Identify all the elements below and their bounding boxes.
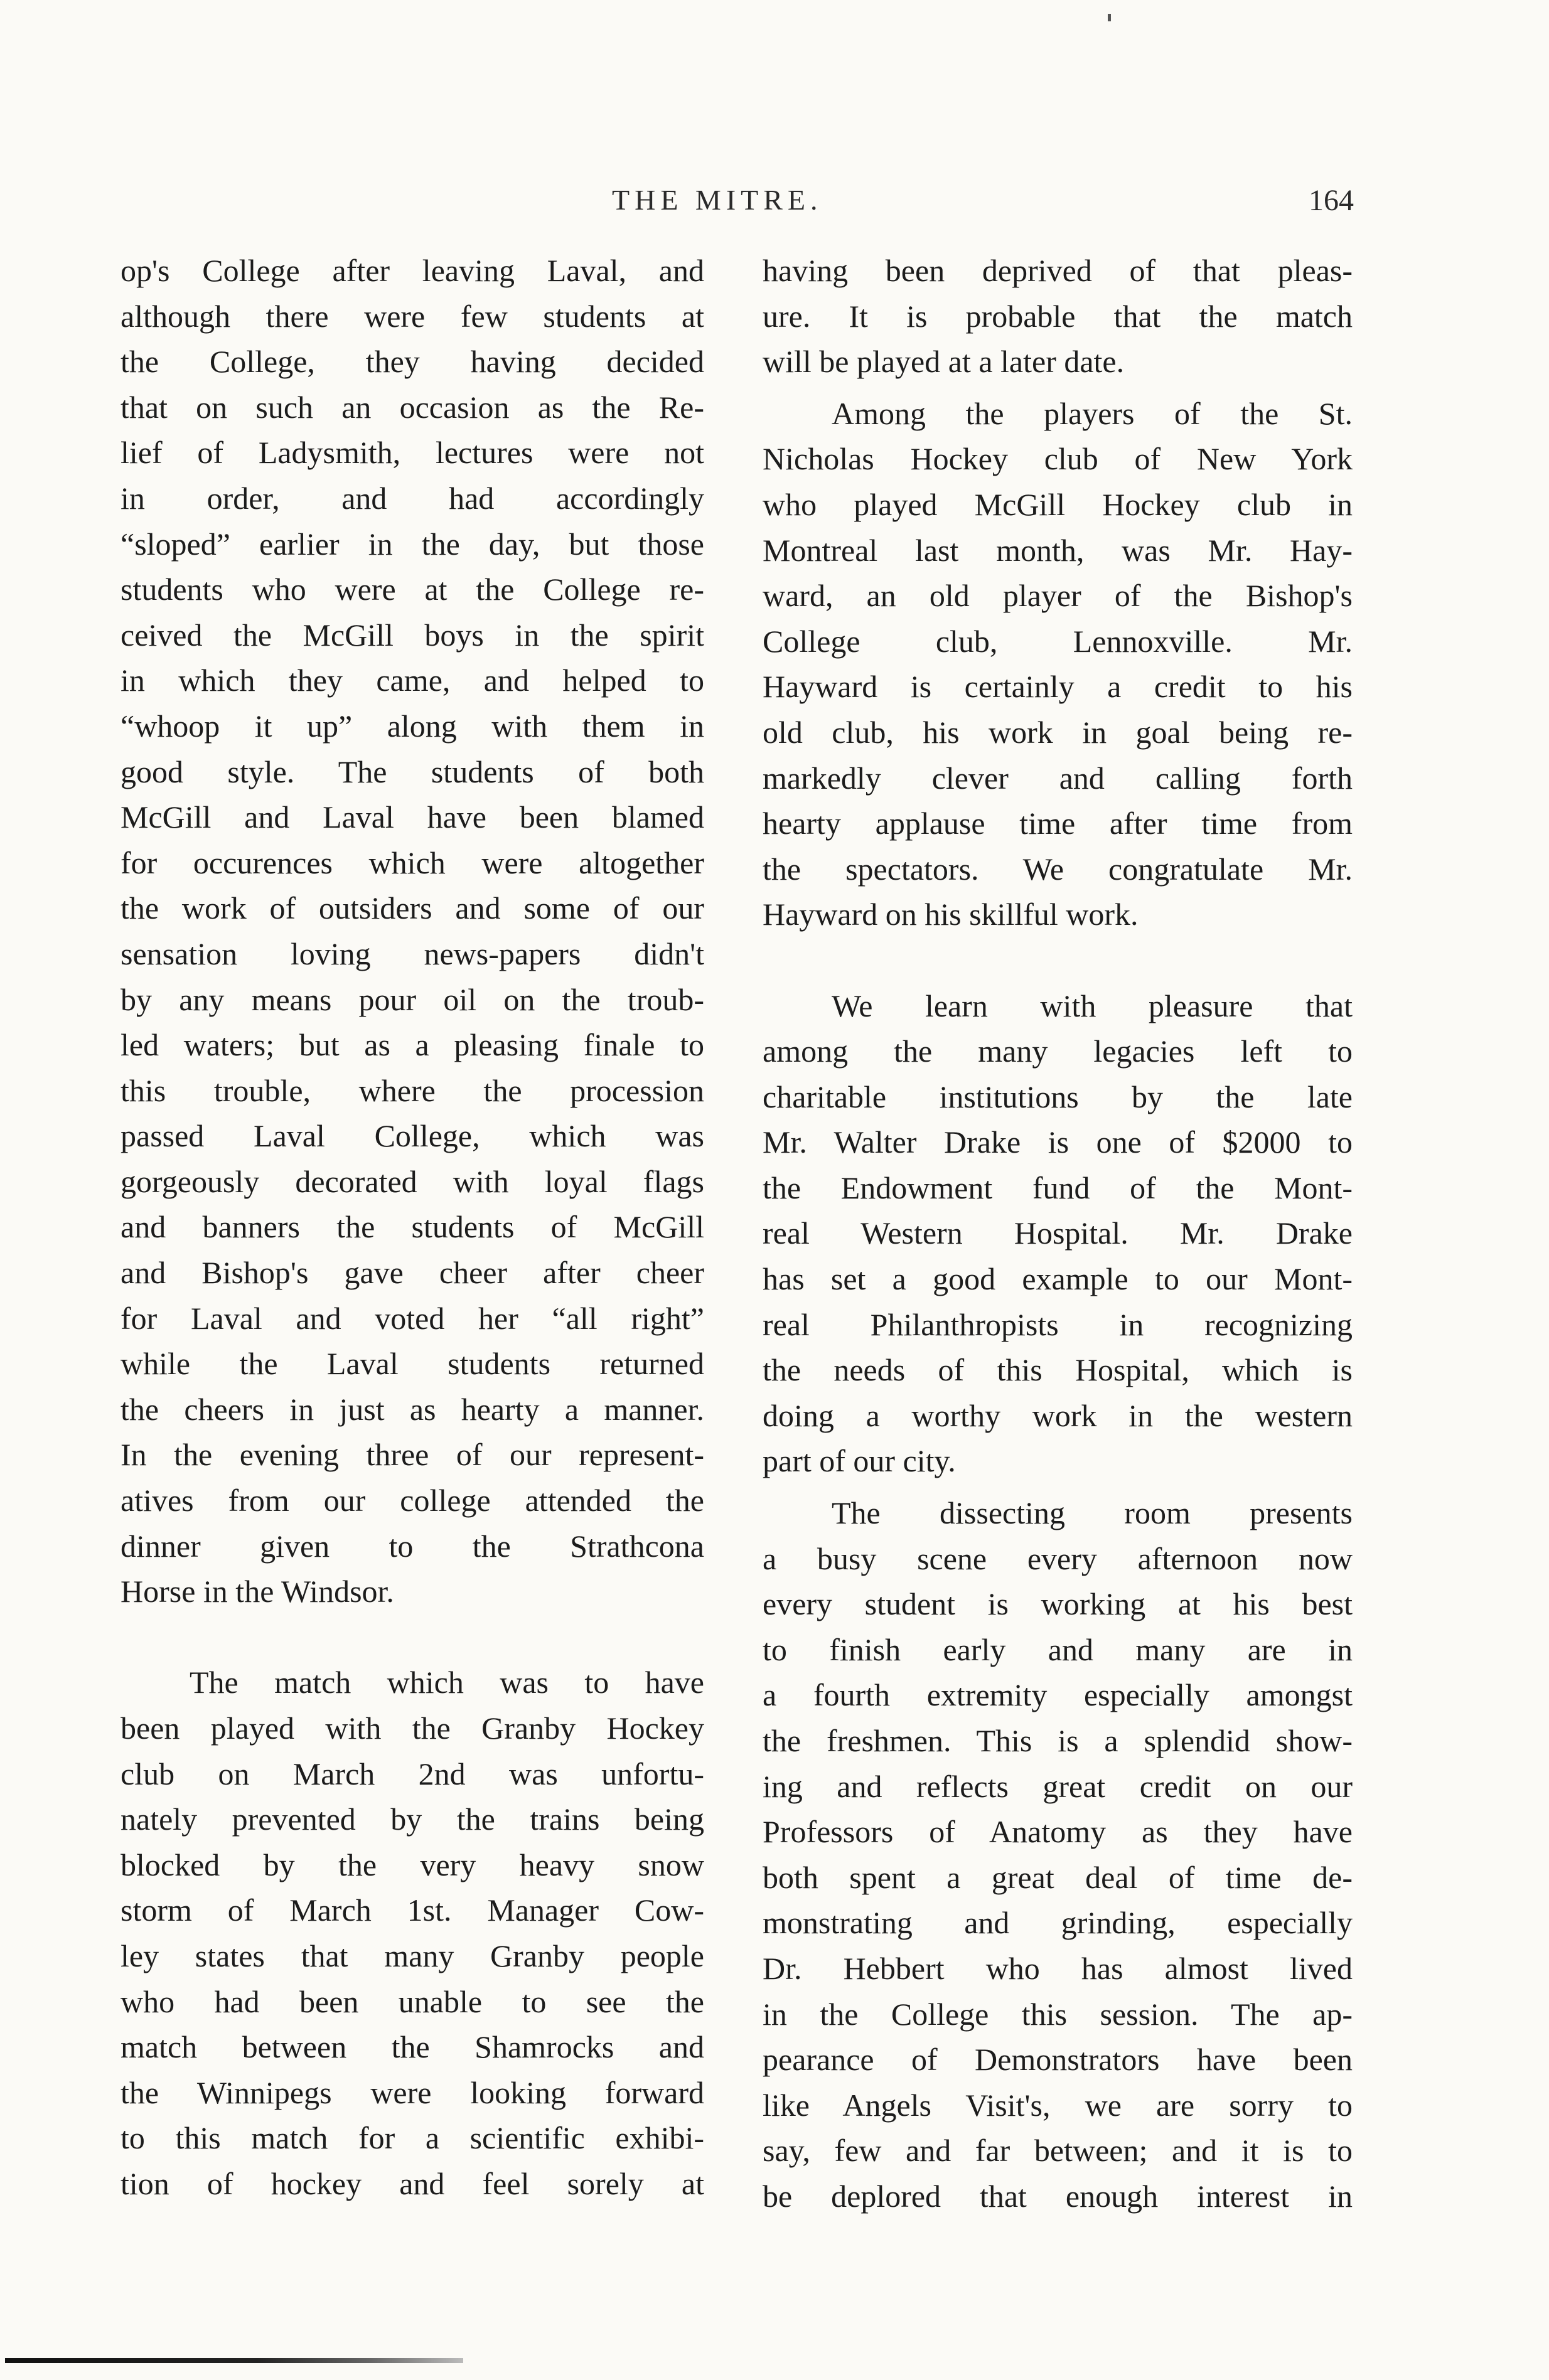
- left-column: [121, 248, 704, 2207]
- text-line: to finish early and many are in: [763, 1631, 1353, 1667]
- text-line: Nicholas Hockey club of New York: [763, 441, 1353, 477]
- text-line: “whoop it up” along with them in: [121, 708, 704, 744]
- text-line: the College, they having decided: [121, 344, 704, 380]
- text-line: part of our city.: [763, 1443, 956, 1479]
- text-line: good style. The students of both: [121, 754, 704, 789]
- text-line: every student is working at his best: [763, 1586, 1353, 1622]
- text-line: monstrating and grinding, especially: [763, 1905, 1353, 1941]
- text-line: gorgeously decorated with loyal flags: [121, 1163, 704, 1199]
- text-line: We learn with pleasure that: [832, 988, 1353, 1023]
- text-line: real Philanthropists in recognizing: [763, 1306, 1353, 1342]
- text-line: The match which was to have: [190, 1665, 704, 1700]
- running-title: THE MITRE.: [612, 184, 823, 216]
- text-line: in order, and had accordingly: [121, 480, 704, 516]
- text-line: old club, his work in goal being re-: [763, 714, 1353, 750]
- text-line: In the evening three of our represent-: [121, 1437, 704, 1473]
- text-line: that on such an occasion as the Re-: [121, 389, 704, 425]
- text-line: a fourth extremity especially amongst: [763, 1677, 1353, 1713]
- text-line: although there were few students at: [121, 298, 704, 334]
- text-line: ley states that many Granby people: [121, 1938, 704, 1973]
- text-line: the Winnipegs were looking forward: [121, 2074, 704, 2110]
- text-line: nately prevented by the trains being: [121, 1801, 704, 1837]
- text-line: Montreal last month, was Mr. Hay-: [763, 532, 1353, 568]
- text-line: tion of hockey and feel sorely at: [121, 2165, 704, 2201]
- paragraph-gap: [763, 385, 1353, 391]
- text-line: Among the players of the St.: [832, 395, 1353, 431]
- text-line: club on March 2nd was unfortu-: [121, 1756, 704, 1791]
- text-line: the spectators. We congratulate Mr.: [763, 851, 1353, 887]
- text-line: students who were at the College re-: [121, 572, 704, 607]
- text-line: the Endowment fund of the Mont-: [763, 1170, 1353, 1205]
- text-line: be deplored that enough interest in: [763, 2178, 1353, 2214]
- text-line: will be played at a later date.: [763, 344, 1125, 380]
- text-line: McGill and Laval have been blamed: [121, 799, 704, 835]
- text-line: both spent a great deal of time de-: [763, 1859, 1353, 1895]
- paragraph-gap: [121, 1614, 704, 1660]
- text-line: the freshmen. This is a splendid show-: [763, 1723, 1353, 1758]
- text-line: blocked by the very heavy snow: [121, 1847, 704, 1882]
- text-line: in the College this session. The ap-: [763, 1996, 1353, 2032]
- text-line: and Bishop's gave cheer after cheer: [121, 1255, 704, 1291]
- page-number: 164: [1309, 184, 1354, 217]
- text-line: led waters; but as a pleasing finale to: [121, 1027, 704, 1063]
- text-line: dinner given to the Strathcona: [121, 1528, 704, 1564]
- paragraph-dissecting-room: [763, 1490, 1353, 2219]
- text-line: sensation loving news-papers didn't: [121, 936, 704, 971]
- text-line: like Angels Visit's, we are sorry to: [763, 2087, 1353, 2123]
- text-line: in which they came, and helped to: [121, 663, 704, 698]
- paragraph-st-nicholas-hockey: [763, 391, 1353, 937]
- text-line: to this match for a scientific exhibi-: [121, 2120, 704, 2156]
- text-line: Hayward on his skillful work.: [763, 897, 1139, 932]
- text-line: the cheers in just as hearty a manner.: [121, 1391, 704, 1427]
- text-line: the needs of this Hospital, which is: [763, 1352, 1353, 1388]
- text-line: while the Laval students returned: [121, 1346, 704, 1382]
- paragraph-drake-legacy: [763, 983, 1353, 1485]
- text-line: charitable institutions by the late: [763, 1079, 1353, 1114]
- text-line: hearty applause time after time from: [763, 806, 1353, 841]
- text-line: storm of March 1st. Manager Cow-: [121, 1892, 704, 1928]
- running-header: [0, 183, 1549, 221]
- text-line: ward, an old player of the Bishop's: [763, 578, 1353, 614]
- text-line: pearance of Demonstrators have been: [763, 2042, 1353, 2078]
- text-line: ceived the McGill boys in the spirit: [121, 617, 704, 653]
- text-line: lief of Ladysmith, lectures were not: [121, 435, 704, 471]
- text-line: passed Laval College, which was: [121, 1118, 704, 1154]
- paragraph-gap: [763, 937, 1353, 983]
- text-line: College club, Lennoxville. Mr.: [763, 623, 1353, 659]
- paragraph-ladysmith-celebration: [121, 248, 704, 1614]
- text-line: ure. It is probable that the match: [763, 298, 1353, 334]
- text-line: having been deprived of that pleas-: [763, 253, 1353, 288]
- text-line: The dissecting room presents: [832, 1495, 1353, 1531]
- paragraph-granby-continued: [763, 248, 1353, 385]
- text-line: Dr. Hebbert who has almost lived: [763, 1950, 1353, 1986]
- text-line: for Laval and voted her “all right”: [121, 1300, 704, 1336]
- text-line: and banners the students of McGill: [121, 1209, 704, 1245]
- text-line: the work of outsiders and some of our: [121, 890, 704, 926]
- text-line: Horse in the Windsor.: [121, 1574, 394, 1609]
- text-line: op's College after leaving Laval, and: [121, 253, 704, 288]
- text-line: Mr. Walter Drake is one of $2000 to: [763, 1124, 1353, 1160]
- text-line: “sloped” earlier in the day, but those: [121, 526, 704, 562]
- text-line: a busy scene every afternoon now: [763, 1540, 1353, 1576]
- bottom-rule-line: [5, 2358, 463, 2363]
- text-line: been played with the Granby Hockey: [121, 1710, 704, 1746]
- right-column: [763, 248, 1353, 2219]
- paragraph-granby-match: [121, 1660, 704, 2206]
- text-line: by any means pour oil on the troub-: [121, 981, 704, 1017]
- text-line: who played McGill Hockey club in: [763, 486, 1353, 522]
- scan-speck: [1108, 14, 1111, 21]
- text-line: Professors of Anatomy as they have: [763, 1814, 1353, 1850]
- paragraph-gap: [763, 1484, 1353, 1490]
- text-line: markedly clever and calling forth: [763, 760, 1353, 796]
- text-line: has set a good example to our Mont-: [763, 1261, 1353, 1297]
- text-line: who had been unable to see the: [121, 1983, 704, 2019]
- text-line: match between the Shamrocks and: [121, 2029, 704, 2065]
- text-line: real Western Hospital. Mr. Drake: [763, 1215, 1353, 1251]
- text-line: for occurences which were altogether: [121, 845, 704, 880]
- text-line: say, few and far between; and it is to: [763, 2133, 1353, 2169]
- text-line: atives from our college attended the: [121, 1483, 704, 1518]
- text-line: among the many legacies left to: [763, 1033, 1353, 1069]
- text-line: ing and reflects great credit on our: [763, 1768, 1353, 1804]
- text-line: this trouble, where the procession: [121, 1072, 704, 1108]
- text-line: doing a worthy work in the western: [763, 1397, 1353, 1433]
- text-line: Hayward is certainly a credit to his: [763, 669, 1353, 705]
